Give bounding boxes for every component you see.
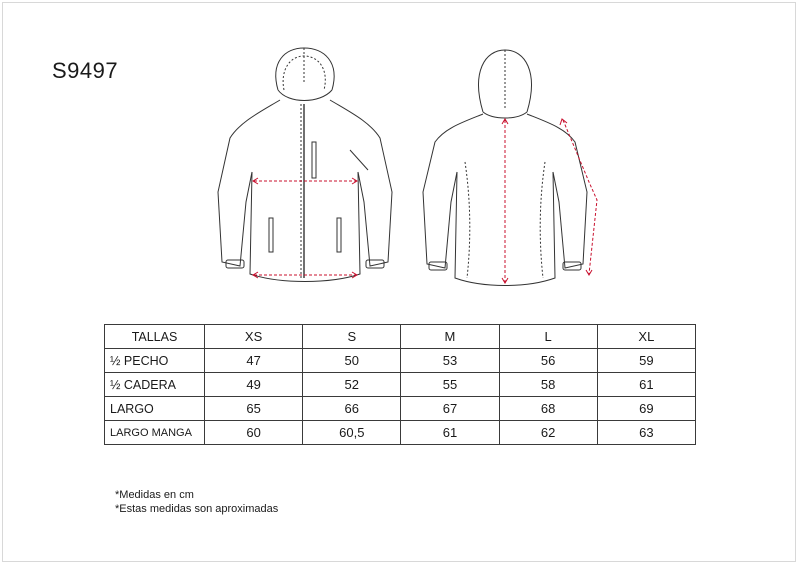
table-cell: 53 (401, 349, 499, 373)
table-cell: 61 (401, 421, 499, 445)
header-cell-m: M (401, 325, 499, 349)
row-label-pecho: ½ PECHO (105, 349, 205, 373)
table-cell: 63 (597, 421, 695, 445)
length-measure-arrow (502, 119, 508, 283)
size-chart-table (104, 324, 696, 445)
footnote-units: *Medidas en cm (115, 489, 194, 501)
header-cell-tallas: TALLAS (105, 325, 205, 349)
table-row (105, 349, 696, 373)
product-code: S9497 (52, 58, 119, 83)
table-cell: 68 (499, 397, 597, 421)
table-cell: 60,5 (303, 421, 401, 445)
table-cell: 69 (597, 397, 695, 421)
table-row (105, 421, 696, 445)
table-row (105, 373, 696, 397)
table-cell: 66 (303, 397, 401, 421)
table-row (105, 397, 696, 421)
header-cell-l: L (499, 325, 597, 349)
table-cell: 55 (401, 373, 499, 397)
table-cell: 60 (205, 421, 303, 445)
table-header-row (105, 325, 696, 349)
sleeve-measure-arrow (560, 119, 597, 275)
table-cell: 50 (303, 349, 401, 373)
row-label-largo-manga: LARGO MANGA (105, 421, 205, 445)
table-cell: 56 (499, 349, 597, 373)
header-cell-xl: XL (597, 325, 695, 349)
row-label-cadera: ½ CADERA (105, 373, 205, 397)
row-label-largo: LARGO (105, 397, 205, 421)
header-cell-s: S (303, 325, 401, 349)
table-cell: 62 (499, 421, 597, 445)
footnotes (115, 488, 278, 516)
table-cell: 47 (205, 349, 303, 373)
table-cell: 58 (499, 373, 597, 397)
table-cell: 49 (205, 373, 303, 397)
table-cell: 61 (597, 373, 695, 397)
header-cell-xs: XS (205, 325, 303, 349)
table-cell: 59 (597, 349, 695, 373)
table-cell: 52 (303, 373, 401, 397)
table-cell: 67 (401, 397, 499, 421)
table-cell: 65 (205, 397, 303, 421)
jacket-front-illustration (200, 42, 410, 292)
footnote-approximate: *Estas medidas son aproximadas (115, 503, 279, 515)
jacket-back-illustration (405, 42, 615, 292)
